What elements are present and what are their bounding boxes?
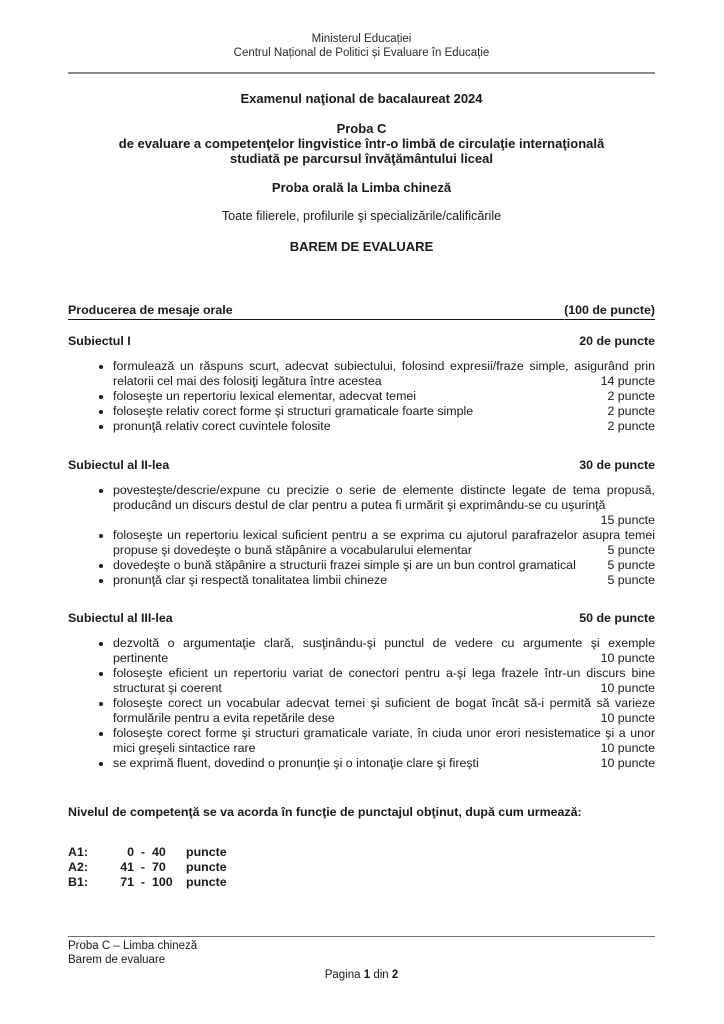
level-label: A1: bbox=[68, 845, 88, 859]
list-item bbox=[113, 696, 655, 726]
list-item bbox=[113, 389, 655, 404]
page-number-current: 1 bbox=[363, 969, 371, 981]
proba-description-line2: studiată pe parcursul învăţământului liceal bbox=[230, 151, 493, 166]
list-item bbox=[113, 483, 655, 528]
competence-levels-intro: Nivelul de competenţă se va acorda în funcţie de punctajul obţinut, după cum urmează: bbox=[68, 805, 582, 819]
level-low: 71 bbox=[120, 875, 134, 889]
page-number-infix: din bbox=[370, 969, 392, 981]
exam-title: Examenul naţional de bacalaureat 2024 bbox=[240, 91, 483, 106]
bullet-points: 10 puncte bbox=[600, 681, 655, 695]
level-high: 40 bbox=[152, 845, 166, 859]
bullet-text: se exprimă fluent, dovedind o pronunţie şi o intonaţie clare şi fireşti bbox=[113, 756, 479, 770]
list-item bbox=[113, 558, 655, 573]
level-row-a1 bbox=[68, 845, 655, 860]
level-separator: - bbox=[140, 875, 146, 889]
competence-levels-table bbox=[68, 845, 655, 890]
section-2-title: Subiectul al II-lea bbox=[68, 458, 170, 472]
section-1-points: 20 de puncte bbox=[579, 334, 655, 348]
section-2-heading bbox=[68, 458, 655, 473]
level-label: B1: bbox=[68, 875, 88, 889]
section-2-criteria-list bbox=[68, 483, 655, 588]
list-item bbox=[113, 756, 655, 771]
bullet-points: 2 puncte bbox=[607, 389, 655, 403]
section-3-heading bbox=[68, 611, 655, 626]
bullet-text: foloseşte corect un vocabular adecvat temei şi suficient de bogat încât să-i permită să varieze formulările pentru a evita repetările dese bbox=[113, 696, 655, 725]
list-item bbox=[113, 726, 655, 756]
bullet-text: foloseşte un repertoriu lexical elementar, adecvat temei bbox=[113, 389, 417, 403]
level-high: 100 bbox=[152, 875, 173, 889]
level-separator: - bbox=[140, 860, 146, 874]
title-block bbox=[68, 91, 655, 254]
level-label: A2: bbox=[68, 860, 88, 874]
bullet-points: 2 puncte bbox=[607, 404, 655, 418]
header-divider bbox=[68, 72, 655, 74]
list-item bbox=[113, 419, 655, 434]
level-unit: puncte bbox=[186, 860, 227, 874]
page-number-prefix: Pagina bbox=[324, 969, 364, 981]
oral-exam-title: Proba orală la Limba chineză bbox=[271, 180, 452, 195]
section-3-title: Subiectul al III-lea bbox=[68, 611, 173, 625]
rubric-title: Producerea de mesaje orale bbox=[68, 303, 233, 317]
bullet-text: formulează un răspuns scurt, adecvat subiectului, folosind expresii/fraze simple, asigurând prin relatorii cel mai des folosiţi legătura între acestea bbox=[113, 359, 655, 388]
proba-description-line1: de evaluare a competenţelor lingvistice într-o limbă de circulaţie internaţională bbox=[118, 136, 605, 151]
section-1-heading bbox=[68, 334, 655, 349]
bullet-points: 5 puncte bbox=[607, 558, 655, 572]
footer-barem-line: Barem de evaluare bbox=[68, 954, 166, 966]
section-3-criteria-list bbox=[68, 636, 655, 771]
bullet-text: foloseşte un repertoriu lexical suficient pentru a se exprima cu ajutorul parafrazelor asupra temei propuse şi dovedeşte o bună stăpânire a vocabularului elementar bbox=[113, 528, 655, 557]
bullet-points: 15 puncte bbox=[600, 513, 655, 527]
bullet-text: pronunţă relativ corect cuvintele folosite bbox=[113, 419, 331, 433]
section-1-title: Subiectul I bbox=[68, 334, 131, 348]
bullet-text: foloseşte relativ corect forme şi structuri gramaticale foarte simple bbox=[113, 404, 474, 418]
bullet-points: 10 puncte bbox=[600, 741, 655, 755]
bullet-text: foloseşte eficient un repertoriu variat de conectori pentru a-şi lega frazele într-un discurs bine structurat şi coerent bbox=[113, 666, 655, 695]
page-number-total: 2 bbox=[391, 969, 399, 981]
bullet-text: povesteşte/descrie/expune cu precizie o serie de elemente distincte legate de tema propusă, producând un discurs destul de clar pentru a putea fi urmărit şi exprimându-se cu uşurinţă bbox=[113, 483, 655, 512]
bullet-points: 10 puncte bbox=[600, 711, 655, 725]
section-1-criteria-list bbox=[68, 359, 655, 434]
section-3-points: 50 de puncte bbox=[579, 611, 655, 625]
bullet-points: 5 puncte bbox=[607, 573, 655, 587]
proba-label: Proba C bbox=[336, 121, 387, 136]
list-item bbox=[113, 636, 655, 666]
bullet-points: 14 puncte bbox=[600, 374, 655, 388]
level-low: 0 bbox=[127, 845, 134, 859]
institution-header bbox=[68, 32, 655, 60]
list-item bbox=[113, 359, 655, 389]
level-low: 41 bbox=[120, 860, 134, 874]
level-unit: puncte bbox=[186, 845, 227, 859]
footer-proba-line: Proba C – Limba chineză bbox=[68, 940, 198, 952]
level-unit: puncte bbox=[186, 875, 227, 889]
bullet-points: 2 puncte bbox=[607, 419, 655, 433]
bullet-text: dezvoltă o argumentaţie clară, susţinându-şi punctul de vedere cu argumente şi exemple pertinente bbox=[113, 636, 655, 665]
rubric-total-points: (100 de puncte) bbox=[564, 303, 655, 317]
bullet-points: 10 puncte bbox=[600, 651, 655, 665]
list-item bbox=[113, 528, 655, 558]
level-row-a2 bbox=[68, 860, 655, 875]
section-2-points: 30 de puncte bbox=[579, 458, 655, 472]
list-item bbox=[113, 666, 655, 696]
bullet-text: dovedeşte o bună stăpânire a structurii frazei simple şi are un bun control gramatical bbox=[113, 558, 576, 572]
footer-divider bbox=[68, 936, 655, 937]
page-number-line bbox=[68, 968, 655, 982]
bullet-text: foloseşte corect forme şi structuri gramaticale variate, în ciuda unor erori nesistematice şi a unor mici greşeli sintactice rare bbox=[113, 726, 655, 755]
ministry-name: Ministerul Educației bbox=[311, 33, 412, 45]
bullet-points: 5 puncte bbox=[607, 543, 655, 557]
national-center-name: Centrul Național de Politici și Evaluare în Educație bbox=[233, 47, 490, 59]
barem-title: BAREM DE EVALUARE bbox=[289, 239, 434, 254]
bullet-text: pronunţă clar şi respectă tonalitatea limbii chineze bbox=[113, 573, 388, 587]
page-footer bbox=[68, 936, 655, 982]
list-item bbox=[113, 573, 655, 588]
level-separator: - bbox=[140, 845, 146, 859]
level-row-b1 bbox=[68, 875, 655, 890]
tracks-line: Toate filierele, profilurile şi specializările/calificările bbox=[221, 209, 502, 223]
list-item bbox=[113, 404, 655, 419]
rubric-heading bbox=[68, 303, 655, 320]
bullet-points: 10 puncte bbox=[600, 756, 655, 770]
level-high: 70 bbox=[152, 860, 166, 874]
